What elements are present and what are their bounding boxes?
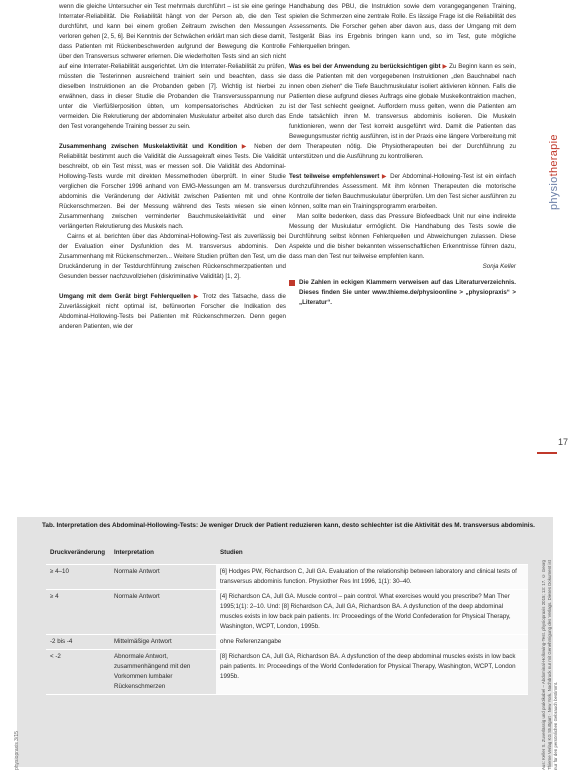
- arrow-icon: ▶: [241, 143, 250, 150]
- brand-part-1: physio: [548, 176, 560, 210]
- left-column: [59, 2, 286, 332]
- page-marker: [537, 452, 557, 454]
- section-paragraph: [289, 172, 516, 212]
- table-cell: -2 bis -4: [46, 635, 110, 650]
- table-cell: Normale Antwort: [110, 590, 216, 635]
- body-paragraph: wenn die gleiche Untersucher ein Test mehrmals durchführt – ist sie eine geringe Interrater-Reliabilität. Die Reliabilität hängt von der Person ab, die den Test durchführt, und kann bei einem großen Zeitraum zwischen den Messungen verloren gehen [2, 5, 6]. Bei Kenntnis der Schwächen erklärt man sich diese damit, dass Patienten mit Rückenbeschwerden aufgrund der Bewegung die Kontrolle über den Transversus schwerer erlernen. Die wiederholten Tests sind an sich nicht auf eine Interrater-Reliabilität ausgerichtet. Um die Interrater-Reliabilität zu prüfen, müssten die Testerinnen ausreichend trainiert sein und beachten, dass sie dieselben Instruktionen an die Probanden geben [7]. Wichtig ist hierbei zu erwähnen, dass in dieser Studie die Probanden die Transversusspannung nur unter die Vierfüßlerposition übten, um kompensatorisches Abdrücken zu vermeiden. Die Rekrutierung der abdominalen Muskulatur arbeitet also durch das den Test vorangehende Training besser zu sein.: [59, 3, 286, 130]
- table-cell: Mittelmäßige Antwort: [110, 635, 216, 650]
- section-heading: Test teilweise empfehlenswert: [289, 173, 380, 180]
- column-header: Studien: [216, 546, 528, 565]
- interpretation-table: [46, 546, 528, 695]
- column-header: Interpretation: [110, 546, 216, 565]
- table-cell: ≥ 4–10: [46, 565, 110, 590]
- section-paragraph: [59, 292, 286, 332]
- arrow-icon: ▶: [442, 63, 448, 70]
- body-text: Trotz des Tatsache, dass die Zuverlässigkeit nicht optimal ist, befürworten Forscher die Indikation des Abdominal-Hollowing-Tests bei Patienten mit Rückenschmerzen. Denn gegen anderen Patienten, wie der: [59, 293, 286, 330]
- section-paragraph: [59, 142, 286, 232]
- table-header-row: [46, 546, 528, 565]
- body-paragraph: Cairns et al. berichten über das Abdominal-Hollowing-Test als zuverlässig bei der Evaluation einer Dysfunktion des M. transversus abdominis. Den Zusammenhang mit Rückenschmerzen... Weitere Studien prüften den Test, um die Druckänderung in der Testdurchführung zwischen Rückenschmerzpatienten und Gesunden besser nachzuvollziehen (diskriminative Validität) [1, 2].: [59, 233, 286, 280]
- brand-part-2: therapie: [548, 134, 560, 177]
- table-cell: [8] Richardson CA, Jull GA, Richardson BA. A dysfunction of the deep abdominal muscles exists in low back pain patients. In: Proceedings of the World Confederation for Physical Therapy, Washington, WCPT, London 1995b.: [216, 650, 528, 695]
- section-paragraph: [289, 62, 516, 162]
- vertical-citation: Aus: Keller S. Zuverlässig und praktikabel – Abdominal-Hollowing-Test. physiopraxis 2015; 13: 17. © Georg Thieme Verlag KG Stuttgart · New York. Nachdruck nur mit Genehmigung des Verlags. Dieses Dokument ist nur für den persönlichen Gebrauch bestimmt.: [541, 559, 558, 770]
- body-text: Der Abdominal-Hollowing-Test ist ein einfach durchzuführendes Assessment. Mit ihm können Therapeuten die motorische Kontrolle der tiefen Bauchmuskulatur überprüfen. Um den Test sicher ausführen zu können, sollte man ein Trainingsprogramm erarbeiten.: [289, 173, 516, 210]
- table-row: [46, 565, 528, 590]
- author-signature: Sonja Keller: [482, 263, 516, 270]
- page-footer: physiopraxis 3/15: [14, 731, 20, 770]
- literature-note: [289, 278, 516, 308]
- right-column: [289, 2, 516, 308]
- body-text: Neben der Reliabilität bestimmt auch die Validität die Aussagekraft eines Tests. Die Validität beschreibt, ob ein Test misst, was er messen soll. Die Validität des Abdominal-Hollowing-Tests wurde mit direkten Messmethoden überprüft. In einer Studie verglichen die Forscher 1996 anhand von EMG-Messungen am M. transversus abdominis die Veränderung der Aktivität zwischen Patienten mit und ohne Rückenschmerzen. Bei der Messung während des Tests wiesen sie einen Zusammenhang zwischen verminderter Bauchmuskelaktivität und einer verlängerten Rekrutierung des Muskels nach.: [59, 143, 286, 230]
- journal-brand: [548, 130, 558, 210]
- square-bullet-icon: [289, 280, 295, 286]
- table-cell: Normale Antwort: [110, 565, 216, 590]
- table-cell: ohne Referenzangabe: [216, 635, 528, 650]
- body-paragraph: Handhabung des PBU, die Instruktion sowie dem vorangegangenen Training, spielen die Schmerzen eine zentrale Rolle. Es lässige Frage ist die Reliabilität des Assessments. Die Forscher gehen aber davon aus, dass der Umgang mit dem Testgerät Bias ins Ergebnis bringen kann und, so im Test, gute mögliche Fehlerquellen bringen.: [289, 3, 516, 50]
- section-heading: Umgang mit dem Gerät birgt Fehlerquellen: [59, 293, 191, 300]
- arrow-icon: ▶: [193, 293, 200, 300]
- table-row: [46, 650, 528, 695]
- table-cell: < -2: [46, 650, 110, 695]
- table-cell: ≥ 4: [46, 590, 110, 635]
- arrow-icon: ▶: [381, 173, 388, 180]
- table-cell: [6] Hodges PW, Richardson C, Jull GA. Evaluation of the relationship between laboratory and clinical tests of transversus abdominis function. Physiother Res Int 1996, 1(1): 30–40.: [216, 565, 528, 590]
- table-title: Tab. Interpretation des Abdominal-Hollowing-Tests: Je weniger Druck der Patient reduzieren kann, desto schlechter ist die Aktivität des M. transversus abdominis.: [42, 522, 535, 529]
- table-cell: [4] Richardson CA, Jull GA. Muscle control – pain control. What exercises would you prescribe? Man Ther 1995;1(1): 2–10. Und: [8] Richardson CA, Jull GA, Richardson BA. A dysfunction of the deep abdominal muscles exists in low back pain patients. In: Proceedings of the World Confederation for Physical Therapy, Washington, WCPT, London, 1995b.: [216, 590, 528, 635]
- table-row: [46, 635, 528, 650]
- section-heading: Was es bei der Anwendung zu berücksichtigen gibt: [289, 63, 441, 70]
- page-number: 17: [558, 437, 569, 447]
- body-paragraph: Man sollte bedenken, dass das Pressure Biofeedback Unit nur eine indirekte Messung der Muskulatur ermöglicht. Die Handhabung des Tests sowie die Durchführung selbst können Fehlerquellen und Abweichungen zulassen. Diese Aspekte und die bisher bekannten wissenschaftlichen Erkenntnisse führen dazu, dass man den Test nur teilweise empfehlen kann.: [289, 213, 516, 260]
- literature-note-text: Die Zahlen in eckigen Klammern verweisen auf das Literaturverzeichnis. Dieses finden Sie unter www.thieme.de/physioonline > „physiopraxis“ > „Literatur“.: [299, 279, 516, 306]
- body-text: Zu Beginn kann es sein, dass die Patienten mit den vorgegebenen Instruktionen „den Bauchnabel nach innen oben ziehen“ die Tiefe Bauchmuskulatur isoliert aktivieren können. Falls die Patienten diese aufgrund dieses Auftrags eine globale Muskelkontraktion machen, ist der Test schlecht geeignet. Auffordern muss gelten, wenn die Patienten am Ende tatsächlich ihren M. transversus abdominis isolieren. Die Muskeln funktionieren, wenn der Test korrekt ausgeführt wird. Damit die Patienten das Bewegungsmuster richtig ausführen, ist in der Praxis eine längere Vorbereitung mit dem Therapeuten nötig. Die Physiotherapeuten bei der Durchführung zu unterstützen und die Ausführung zu kontrollieren.: [289, 63, 516, 160]
- table-cell: Abnormale Antwort, zusammenhängend mit den Vorkommen lumbaler Rückenschmerzen: [110, 650, 216, 695]
- column-header: Druckveränderung: [46, 546, 110, 565]
- section-heading: Zusammenhang zwischen Muskelaktivität und Kondition: [59, 143, 238, 150]
- table-row: [46, 590, 528, 635]
